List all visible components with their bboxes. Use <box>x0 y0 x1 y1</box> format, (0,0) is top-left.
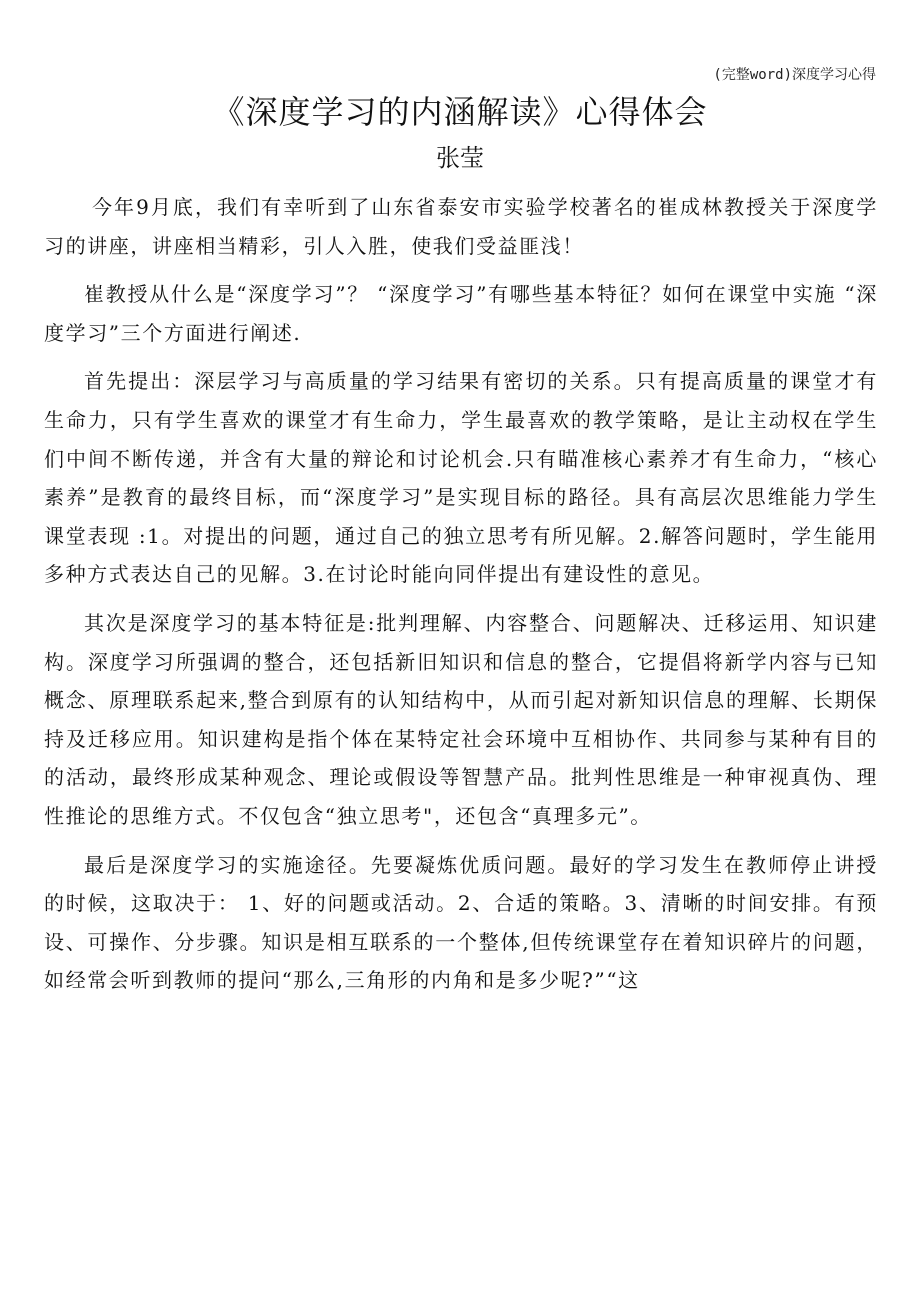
paragraph-overview: 崔教授从什么是“深度学习”？ “深度学习”有哪些基本特征？如何在课堂中实施 “深度学习”三个方面进行阐述. <box>44 282 878 345</box>
document-body <box>44 188 878 1288</box>
paragraph-intro: 今年9月底，我们有幸听到了山东省泰安市实验学校著名的崔成林教授关于深度学习的讲座，讲座相当精彩，引人入胜，使我们受益匪浅！ <box>44 195 878 258</box>
document-author: 张莹 <box>436 144 484 172</box>
paragraph-first-point: 首先提出：深层学习与高质量的学习结果有密切的关系。只有提高质量的课堂才有生命力，只有学生喜欢的课堂才有生命力，学生最喜欢的教学策略，是让主动权在学生们中间不断传递，并含有大量的辩论和讨论机会.只有瞄准核心素养才有生命力，“核心素养”是教育的最终目标，而“深度学习”是实现目标的路径。具有高层次思维能力学生课堂表现 :1。对提出的问题，通过自己的独立思考有所见解。2.解答问题时，学生能用多种方式表达自己的见解。3.在讨论时能向同伴提出有建设性的意见。 <box>44 369 878 587</box>
document-title: 《深度学习的内涵解读》心得体会 <box>212 93 708 131</box>
header-note: (完整word)深度学习心得 <box>713 67 876 83</box>
paragraph-second-point: 其次是深度学习的基本特征是:批判理解、内容整合、问题解决、迁移运用、知识建构。深度学习所强调的整合，还包括新旧知识和信息的整合，它提倡将新学内容与已知概念、原理联系起来,整合到原有的认知结构中，从而引起对新知识信息的理解、长期保持及迁移应用。知识建构是指个体在某特定社会环境中互相协作、共同参与某种有目的的活动，最终形成某种观念、理论或假设等智慧产品。批判性思维是一种审视真伪、理性推论的思维方式。不仅包含“独立思考"，还包含“真理多元”。 <box>44 610 878 828</box>
paragraph-third-point: 最后是深度学习的实施途径。先要凝炼优质问题。最好的学习发生在教师停止讲授的时候，这取决于： 1、好的问题或活动。2、合适的策略。3、清晰的时间安排。有预设、可操作、分步骤。知识是相互联系的一个整体,但传统课堂存在着知识碎片的问题，如经常会听到教师的提问“那么,三角形的内角和是多少呢?”“这 <box>44 852 878 993</box>
